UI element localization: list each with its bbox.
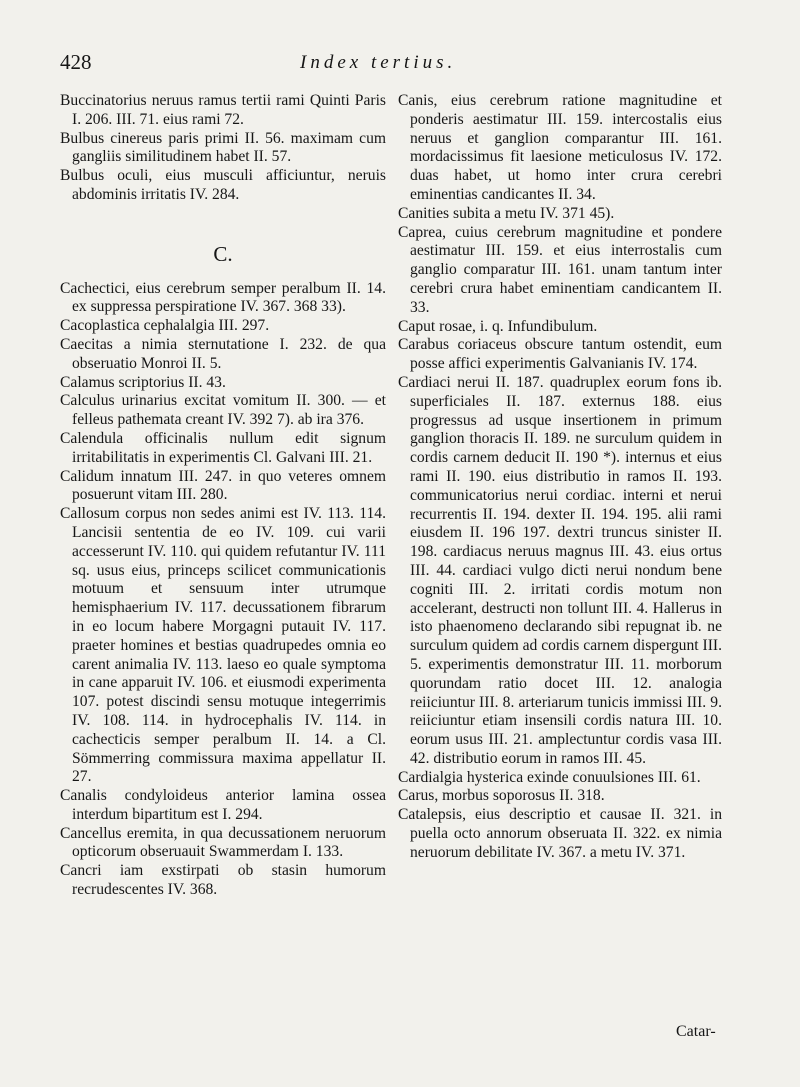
running-head: Index tertius. <box>300 52 457 73</box>
letter-heading: C. <box>213 241 233 266</box>
index-entry: Buccinatorius neruus ramus tertii rami Quinti Paris I. 206. III. 71. eius rami 72. <box>60 92 386 128</box>
index-entry: Cacoplastica cephalalgia III. 297. <box>60 317 270 335</box>
index-entry: Cancri iam exstirpati ob stasin humorum recrudescentes IV. 368. <box>60 862 386 899</box>
left-column <box>60 92 386 900</box>
index-entry: Canis, eius cerebrum ratione magnitudine et ponderis aestimatur III. 159. intercostalis eius neruus et ganglion comparantur III. 161. mordacissimus fit laesione meticulosus IV. 172. duas habet, ut homo inter crura cerebri eminentias candicantes II. 34. <box>398 92 722 203</box>
index-entry: Canalis condyloideus anterior lamina ossea interdum bipartitum est I. 294. <box>60 787 386 823</box>
index-entry: Caprea, cuius cerebrum magnitudine et pondere aestimatur III. 159. et eius interrostalis cum ganglio comparatur III. 161. unam tantum inter cerebri crura habet eminentiam candicantem II. 33. <box>398 223 722 316</box>
index-entry: Caecitas a nimia sternutatione I. 232. de qua obseruatio Monroi II. 5. <box>60 335 386 372</box>
index-entry: Catalepsis, eius descriptio et causae II. 321. in puella octo annorum obseruata II. 322. ex nimia neruorum debilitate IV. 367. a metu IV. 371. <box>398 806 722 861</box>
index-entry: Cachectici, eius cerebrum semper peralbum II. 14. ex suppressa perspiratione IV. 367. 368 33). <box>60 279 386 316</box>
index-entry: Carus, morbus soporosus II. 318. <box>398 787 605 805</box>
index-entry: Bulbus oculi, eius musculi afficiuntur, neruis abdominis irritatis IV. 284. <box>60 167 386 203</box>
page-number: 428 <box>60 50 92 74</box>
index-entry: Calculus urinarius excitat vomitum II. 300. — et felleus pathemata creant IV. 392 7). ab ira 376. <box>60 392 386 429</box>
index-entry: Cardialgia hysterica exinde conuulsiones III. 61. <box>398 768 701 786</box>
index-entry: Canities subita a metu IV. 371 45). <box>398 204 615 222</box>
index-entry: Callosum corpus non sedes animi est IV. 113. 114. Lancisii sententia de eo IV. 109. cui varii accesserunt IV. 110. qui quidem refutantur IV. 111 sq. usus eius, princeps scilicet communicationis motuum et sensuum inter utrumque hemisphaerium IV. 117. decussationem fibrarum in eo locum habere Morgagni putauit IV. 117. praeter homines et bestias quadrupedes omnia eo carent animalia IV. 113. laeso eo quale symptoma in cane apparuit IV. 106. et eiusmodi experimenta 107. potest discindi sensu motuque integerrimis IV. 108. 114. in hydrocephalis IV. 114. in cachecticis semper peralbum II. 14. a Cl. Sömmerring commissura maxima appellatur II. 27. <box>60 505 386 786</box>
index-entry: Caput rosae, i. q. Infundibulum. <box>398 317 598 335</box>
index-entry: Calidum innatum III. 247. in quo veteres omnem posuerunt vitam III. 280. <box>60 467 386 504</box>
index-entry: Cancellus eremita, in qua decussationem neruorum opticorum obseruauit Swammerdam I. 133. <box>60 824 386 861</box>
catchword: Catar- <box>676 1023 716 1040</box>
index-entry: Bulbus cinereus paris primi II. 56. maximam cum gangliis similitudinem habet II. 57. <box>60 129 386 166</box>
index-entry: Calamus scriptorius II. 43. <box>60 373 226 391</box>
index-entry: Cardiaci nerui II. 187. quadruplex eorum fons ib. superficiales II. 187. externus 188. eius progressus ad usque insertionem in primum ganglion thoracis II. 189. ne surculum quidem in cordis carnem deducit II. 190 *). internus et eius rami II. 190. eius distributio in ramos II. 193. communicatorius nerui cordiac. interni et nerui recurrentis II. 194. dexter II. 194. 195. alii rami eiusdem II. 196 197. dextri truncus sinister II. 198. cardiacus neruus magnus III. 43. eius ortus III. 44. cardiaci vulgo dicti nerui nondum bene cogniti III. 2. irritati cordis motum non accelerant, destructi non tollunt III. 4. Hallerus in isto phaenomeno declarando sibi repugnat ib. ne surculum quidem ad cordis carnem dispergunt III. 5. experimentis demonstratur III. 11. morborum quorundam ratio docet III. 12. analogia reiiciuntur III. 8. arteriarum tunicis immissi III. 9. reiiciuntur etiam insensili cordis natura III. 10. eorum usus III. 21. amplectuntur cordis vasa III. 42. distributio eorum in ramos III. 45. <box>398 373 722 767</box>
index-entry: Calendula officinalis nullum edit signum irritabilitatis in experimentis Cl. Galvani III. 21. <box>60 429 386 466</box>
right-column <box>398 92 722 863</box>
index-entry: Carabus coriaceus obscure tantum ostendit, eum posse affici experimentis Galvanianis IV. 174. <box>398 336 722 373</box>
